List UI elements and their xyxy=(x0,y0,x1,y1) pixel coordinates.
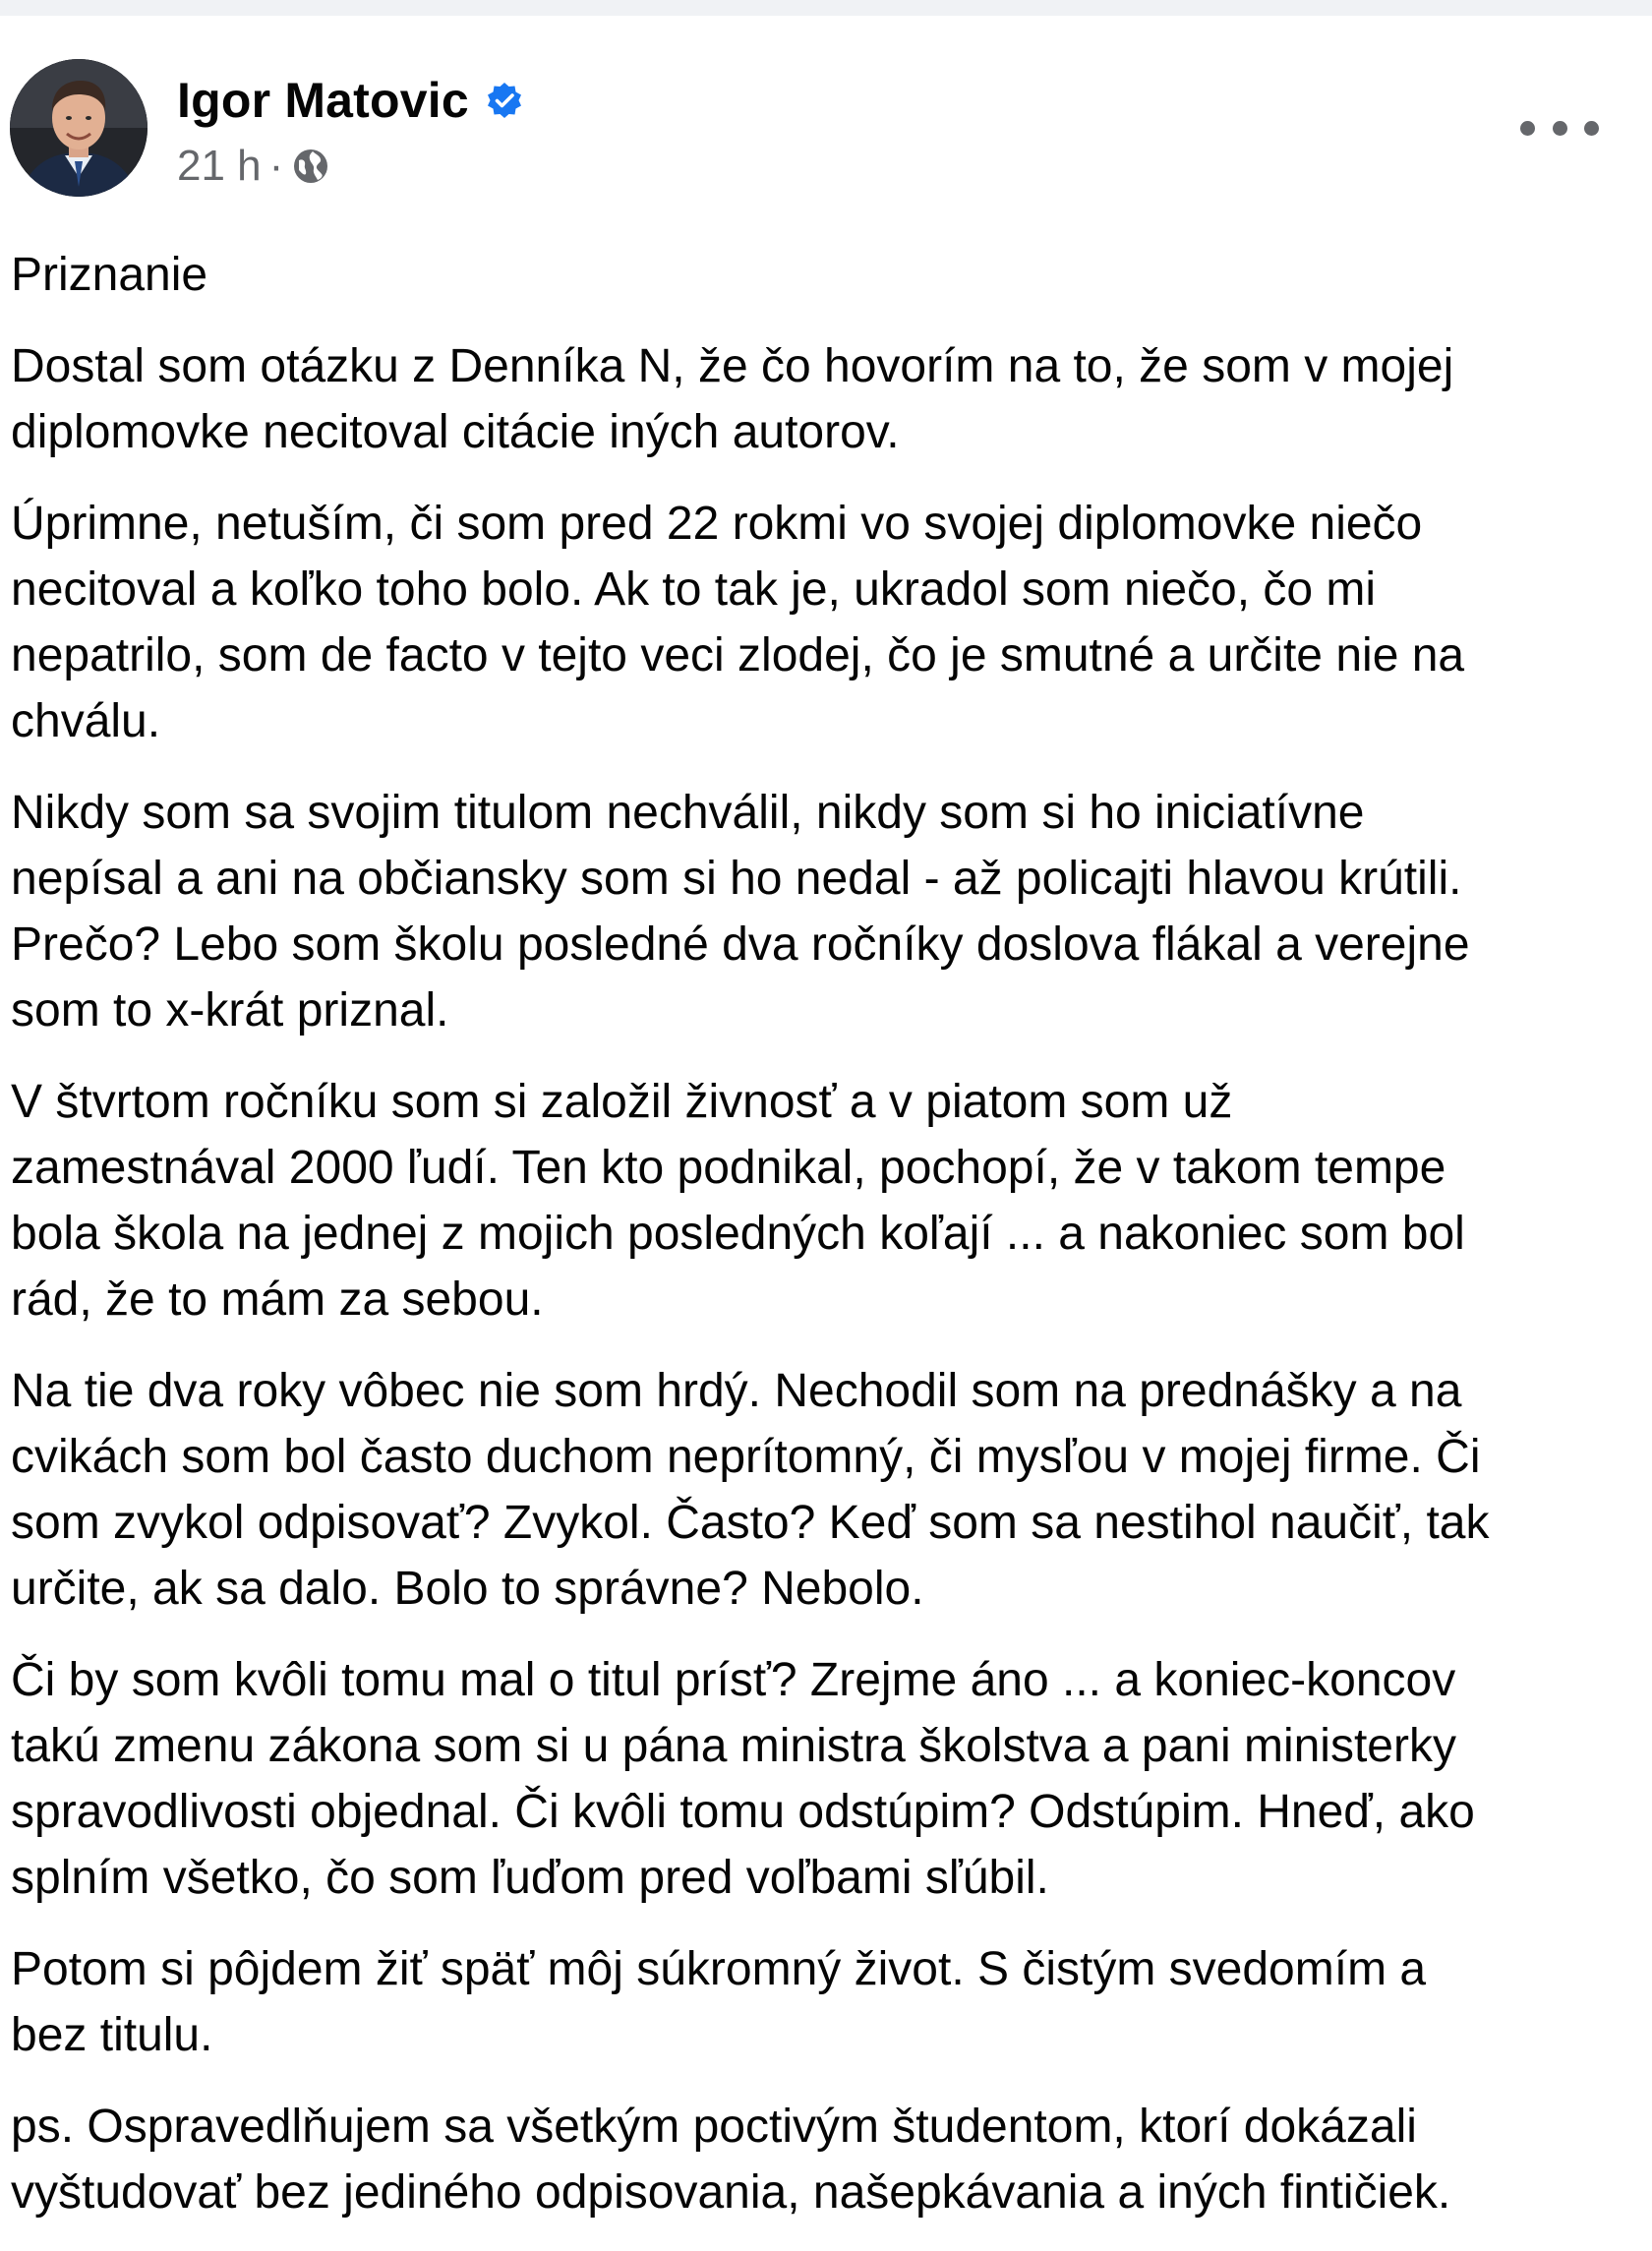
post-paragraph: ps. Ospravedlňujem sa všetkým poctivým študentom, ktorí dokázali vyštudovať bez jediného odpisovania, našepkávania a iných fintičiek. xyxy=(11,2101,1451,2219)
more-dots-icon xyxy=(1520,121,1535,136)
author-name[interactable]: Igor Matovic xyxy=(177,73,469,128)
avatar[interactable] xyxy=(10,59,148,197)
post-body xyxy=(11,242,1643,2251)
post-paragraph: Na tie dva roky vôbec nie som hrdý. Nechodil som na prednášky a na cvikách som bol často duchom neprítomný, či mysľou v mojej firme. Či som zvykol odpisovať? Zvykol. Často? Keď som sa nestihol naučiť, tak určite, ak sa dalo. Bolo to správne? Nebolo. xyxy=(11,1365,1490,1615)
more-dots-icon xyxy=(1553,121,1567,136)
profile-photo-icon xyxy=(10,59,148,197)
facebook-post xyxy=(0,16,1652,2219)
meta-separator: · xyxy=(268,142,284,190)
post-paragraph: Úprimne, netuším, či som pred 22 rokmi vo svojej diplomovke niečo necitoval a koľko toho bolo. Ak to tak je, ukradol som niečo, čo mi nepatrilo, som de facto v tejto veci zlodej, čo je smutné a určite nie na chválu. xyxy=(11,498,1465,747)
post-paragraph: Nikdy som sa svojim titulom nechválil, nikdy som si ho iniciatívne nepísal a ani na občiansky som si ho nedal - až policajti hlavou krútili. Prečo? Lebo som školu posledné dva ročníky doslova flákal a verejne som to x-krát priznal. xyxy=(11,787,1470,1037)
more-options-button[interactable] xyxy=(1520,108,1599,148)
post-paragraph: Potom si pôjdem žiť späť môj súkromný život. S čistým svedomím a bez titulu. xyxy=(11,1943,1427,2061)
post-paragraph: Priznanie xyxy=(11,249,208,301)
post-paragraph: V štvrtom ročníku som si založil živnosť a v piatom som už zamestnával 2000 ľudí. Ten kto podnikal, pochopí, že v takom tempe bola škola na jednej z mojich posledných koľají ... a nakoniec som bol rád, že to mám za sebou. xyxy=(11,1076,1465,1326)
post-meta xyxy=(177,136,524,197)
post-paragraph: Či by som kvôli tomu mal o titul prísť? Zrejme áno ... a koniec-koncov takú zmenu zákona som si u pána ministra školstva a pani ministerky spravodlivosti objednal. Či kvôli tomu odstúpim? Odstúpim. Hneď, ako splním všetko, čo som ľuďom pred voľbami sľúbil. xyxy=(11,1654,1475,1904)
post-paragraph: Dostal som otázku z Denníka N, že čo hovorím na to, že som v mojej diplomovke necitoval citácie iných autorov. xyxy=(11,340,1454,458)
post-header xyxy=(10,59,1642,207)
top-bar xyxy=(0,0,1652,16)
author-row xyxy=(177,69,524,132)
verified-check-icon xyxy=(485,81,524,120)
globe-icon[interactable] xyxy=(291,147,330,186)
author-block xyxy=(177,69,524,197)
post-time[interactable]: 21 h xyxy=(177,142,262,190)
more-dots-icon xyxy=(1584,121,1599,136)
